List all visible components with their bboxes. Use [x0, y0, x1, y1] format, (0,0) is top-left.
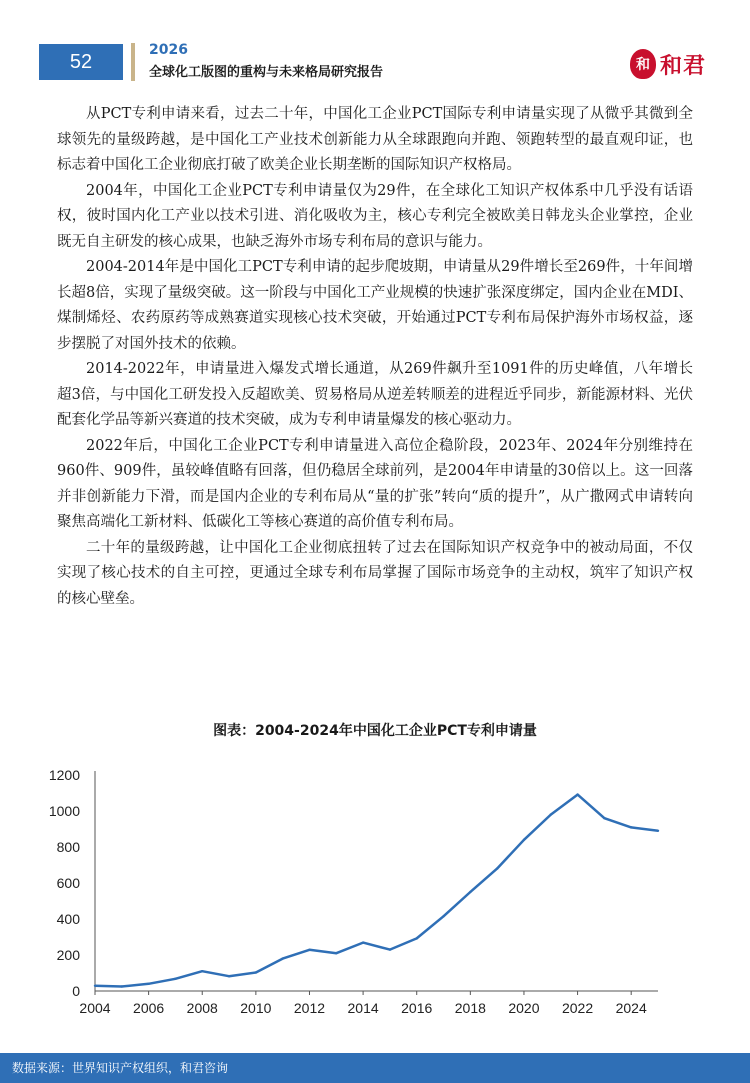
data-point-2020: [523, 839, 525, 841]
y-tick-label: 200: [56, 947, 80, 963]
data-point-2018: [469, 891, 471, 893]
data-point-2011: [281, 957, 283, 959]
data-source: 数据来源：世界知识产权组织，和君咨询: [12, 1061, 229, 1075]
x-tick-label: 2010: [240, 1000, 272, 1016]
data-point-2012: [308, 949, 310, 951]
report-title: 全球化工版图的重构与未来格局研究报告: [149, 65, 384, 80]
series-line: [95, 795, 658, 987]
data-point-2025: [657, 830, 659, 832]
body-text: [57, 102, 693, 612]
report-year: 2026: [149, 42, 188, 58]
paragraph: 2022年后，中国化工企业PCT专利申请量进入高位企稳阶段，2023年、2024年分别维持在960件、909件，虽较峰值略有回落，但仍稳居全球前列，是2004年申请量的30倍以上。这一回落并非创新能力下滑，而是国内企业的专利布局从“量的扩张”转向“质的提升”，从广撒网式申请转向聚焦高端化工新材料、低碳化工等核心赛道的高价值专利布局。: [57, 437, 693, 530]
data-point-2014: [362, 941, 364, 943]
y-tick-label: 0: [72, 983, 80, 999]
paragraph: 2014-2022年，申请量进入爆发式增长通道，从269件飙升至1091件的历史峰值，八年增长超3倍，与中国化工研发投入反超欧美、贸易格局从逆差转顺差的进程近乎同步，新能源材料、光伏配套化学品等新兴赛道的技术突破，成为专利申请量爆发的核心驱动力。: [57, 361, 693, 428]
data-point-2023: [603, 817, 605, 819]
data-point-2010: [255, 971, 257, 973]
footer-bar: [0, 1053, 750, 1083]
data-point-2016: [416, 937, 418, 939]
header-divider: [131, 43, 135, 81]
paragraph: 从PCT专利申请来看，过去二十年，中国化工企业PCT国际专利申请量实现了从微乎其微到全球领先的量级跨越，是中国化工产业技术创新能力从全球跟跑向并跑、领跑转型的最直观印证，也标志着中国化工企业彻底打破了欧美企业长期垄断的国际知识产权格局。: [57, 106, 693, 173]
y-tick-label: 1000: [48, 803, 80, 819]
paragraph: 2004年，中国化工企业PCT专利申请量仅为29件，在全球化工知识产权体系中几乎没有话语权，彼时国内化工产业以技术引进、消化吸收为主，核心专利完全被欧美日韩龙头企业掌控，企业既无自主研发的核心成果，也缺乏海外市场专利布局的意识与能力。: [57, 182, 693, 250]
logo-text: 和君: [660, 53, 707, 79]
data-point-2006: [147, 983, 149, 985]
data-point-2004: [94, 985, 96, 987]
x-tick-label: 2022: [561, 1000, 594, 1016]
data-point-2008: [201, 970, 203, 972]
x-tick-label: 2012: [293, 1000, 326, 1016]
y-tick-label: 800: [56, 839, 80, 855]
x-tick-label: 2016: [401, 1000, 433, 1016]
data-point-2009: [228, 975, 230, 977]
chart-title: 图表：2004-2024年中国化工企业PCT专利申请量: [213, 723, 537, 739]
data-point-2017: [442, 915, 444, 917]
x-tick-label: 2008: [186, 1000, 218, 1016]
data-point-2005: [121, 985, 123, 987]
data-point-2022: [576, 793, 578, 795]
x-tick-label: 2014: [347, 1000, 379, 1016]
page-number: 52: [39, 44, 123, 80]
y-tick-label: 1200: [48, 767, 80, 783]
pct-line-chart: [0, 758, 750, 1043]
data-point-2019: [496, 867, 498, 869]
brand-logo: [630, 46, 706, 82]
x-tick-label: 2004: [79, 1000, 111, 1016]
paragraph: 二十年的量级跨越，让中国化工企业彻底扭转了过去在国际知识产权竞争中的被动局面，不仅实现了核心技术的自主可控，更通过全球专利布局掌握了国际市场竞争的主动权，筑牢了知识产权的核心壁垒。: [57, 539, 693, 607]
logo-seal-icon: 和: [630, 49, 656, 79]
data-point-2024: [630, 826, 632, 828]
data-point-2015: [389, 948, 391, 950]
data-point-2007: [174, 978, 176, 980]
x-tick-label: 2020: [508, 1000, 540, 1016]
data-point-2013: [335, 952, 337, 954]
y-tick-label: 400: [56, 911, 80, 927]
x-tick-label: 2024: [615, 1000, 647, 1016]
x-tick-label: 2018: [454, 1000, 486, 1016]
y-tick-label: 600: [56, 875, 80, 891]
paragraph: 2004-2014年是中国化工PCT专利申请的起步爬坡期，申请量从29件增长至269件，十年间增长超8倍，实现了量级突破。这一阶段与中国化工产业规模的快速扩张深度绑定，国内企业在MDI、煤制烯烃、农药原药等成熟赛道实现核心技术突破，开始通过PCT专利布局保护海外市场权益，逐步摆脱了对国外技术的依赖。: [57, 259, 693, 352]
data-point-2021: [550, 813, 552, 815]
x-tick-label: 2006: [133, 1000, 165, 1016]
